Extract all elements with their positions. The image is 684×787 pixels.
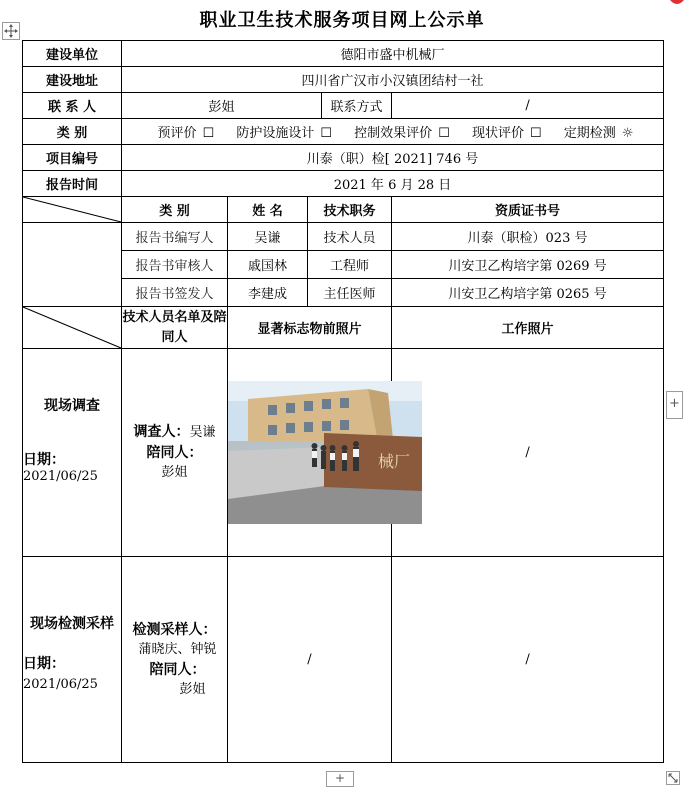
diagonal-header-cell (23, 197, 122, 223)
checkbox-icon[interactable]: ☐ (202, 126, 215, 141)
category-label: 类 别 (23, 119, 122, 145)
sampling-staff-cell (122, 557, 228, 763)
staff-cert: 川安卫乙构培字第 0269 号 (392, 251, 664, 279)
row-unit (23, 41, 664, 67)
checkbox-icon[interactable]: ☐ (320, 126, 333, 141)
staff-name: 吴谦 (228, 223, 308, 251)
report-time-label: 报告时间 (23, 171, 122, 197)
staff-row (23, 223, 664, 251)
report-time-value: 2021 年 6 月 28 日 (122, 171, 664, 197)
checkbox-icon[interactable]: ☐ (438, 126, 450, 141)
sampling-title: 现场检测采样 (30, 616, 114, 632)
row-address (23, 67, 664, 93)
staff-category: 报告书编写人 (122, 223, 228, 251)
checked-mark-icon[interactable]: ☼ (621, 126, 634, 141)
category-option-protection-design[interactable]: 防护设施设计 ☐ (236, 126, 333, 141)
category-option-control-eval[interactable]: 控制效果评价 ☐ (354, 126, 450, 141)
sampling-date: 2021/06/25 (23, 677, 98, 692)
address-label: 建设地址 (23, 67, 122, 93)
companion-value: 彭姐 (161, 465, 188, 480)
staff-header-cert: 资质证书号 (392, 197, 664, 223)
svg-text:械厂: 械厂 (378, 452, 411, 471)
row-category (23, 119, 664, 145)
staff-header-title: 技术职务 (308, 197, 392, 223)
staff-title: 技术人员 (308, 223, 392, 251)
survey-date-label: 日期： (23, 452, 65, 468)
diagonal-line (23, 307, 121, 348)
staff-name: 戚国林 (228, 251, 308, 279)
staff-cert: 川泰（职检）023 号 (392, 223, 664, 251)
sampling-companion-label: 陪同人： (149, 661, 206, 678)
staff-category: 报告书审核人 (122, 251, 228, 279)
survey-title: 现场调查 (44, 398, 100, 414)
sampling-work-photo-cell: / (392, 557, 664, 763)
sign-photo-cell (228, 349, 411, 557)
survey-date: 2021/06/25 (23, 469, 98, 484)
staff-name: 李建成 (228, 279, 308, 307)
staff-header-name: 姓 名 (228, 197, 308, 223)
category-option-status-eval[interactable]: 现状评价 ☐ (471, 126, 542, 141)
project-no-label: 项目编号 (23, 145, 122, 171)
category-option-pre-eval[interactable]: 预评价 ☐ (157, 126, 215, 141)
photo-header-staff: 技术人员名单及陪同人 (122, 307, 228, 349)
category-options (122, 119, 664, 145)
staff-title: 主任医师 (308, 279, 392, 307)
add-row-button[interactable]: + (326, 771, 354, 787)
contact-method-value: / (392, 93, 664, 119)
photo-header-row (23, 307, 664, 349)
survey-side-cell (23, 349, 122, 557)
category-option-periodic-test[interactable]: 定期检测 ☼ (563, 126, 634, 141)
info-table (22, 40, 664, 763)
staff-title: 工程师 (308, 251, 392, 279)
staff-cert: 川安卫乙构培字第 0265 号 (392, 279, 664, 307)
address-value: 四川省广汉市小汉镇团结村一社 (122, 67, 664, 93)
survey-row (23, 349, 664, 557)
row-contact (23, 93, 664, 119)
add-column-button[interactable]: + (666, 391, 683, 419)
companion-label: 陪同人： (146, 445, 203, 461)
project-no-value: 川泰（职）检[ 2021] 746 号 (122, 145, 664, 171)
investigator-value: 吴谦 (189, 425, 216, 440)
unit-value: 德阳市盛中机械厂 (122, 41, 664, 67)
survey-staff-cell (122, 349, 228, 557)
sampling-companion-value: 彭姐 (179, 681, 206, 697)
sampling-sign-photo-cell: / (228, 557, 392, 763)
photo-header-work: 工作照片 (392, 307, 664, 349)
contact-method-label: 联系方式 (322, 93, 392, 119)
staff-header-category: 类 别 (122, 197, 228, 223)
resize-handle-icon[interactable] (666, 771, 680, 785)
sampling-side-cell (23, 557, 122, 763)
checkbox-icon[interactable]: ☐ (530, 126, 542, 141)
investigator-label: 调查人： (133, 424, 190, 440)
sampling-date-label: 日期： (23, 656, 65, 672)
document-title: 职业卫生技术服务项目网上公示单 (199, 10, 485, 31)
row-project-no (23, 145, 664, 171)
table-move-handle[interactable] (2, 22, 20, 40)
survey-work-photo-cell: / (392, 349, 664, 557)
photo-header-sign: 显著标志物前照片 (228, 307, 392, 349)
sampler-value: 蒲晓庆、钟锐 (138, 641, 217, 657)
contact-label: 联 系 人 (23, 93, 122, 119)
row-report-time (23, 171, 664, 197)
sampler-label: 检测采样人： (132, 621, 217, 638)
staff-category: 报告书签发人 (122, 279, 228, 307)
move-icon (3, 23, 19, 39)
diagonal-header-cell (23, 307, 122, 349)
staff-header-row (23, 197, 664, 223)
corner-decoration (670, 0, 684, 6)
contact-value: 彭姐 (122, 93, 322, 119)
staff-blank-cell (23, 223, 122, 307)
unit-label: 建设单位 (23, 41, 122, 67)
factory-gate-photo (228, 381, 422, 524)
diagonal-line (23, 197, 121, 222)
sampling-row (23, 557, 664, 763)
